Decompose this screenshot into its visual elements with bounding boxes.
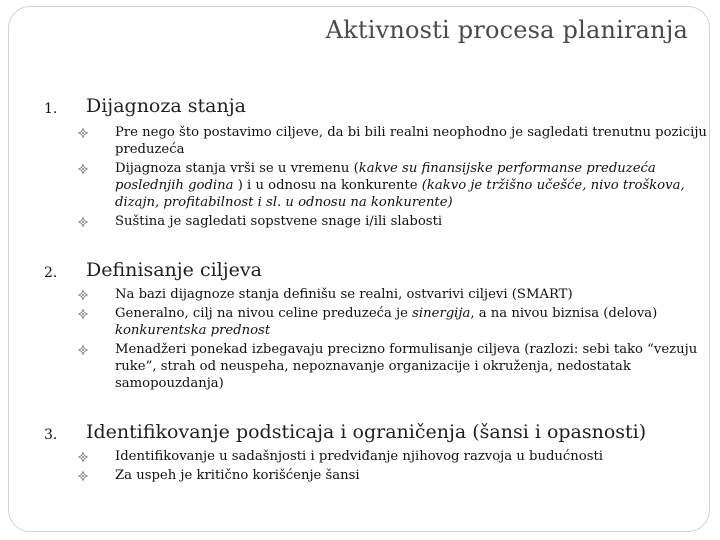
ornament-icon — [78, 290, 88, 300]
bullet-list — [78, 286, 718, 394]
ornament-icon — [78, 345, 88, 355]
ornament-icon — [78, 128, 88, 138]
bullet-text: Dijagnoza stanja vrši se u vremenu ( — [115, 161, 359, 176]
slide-title: Aktivnosti procesa planiranja — [325, 16, 688, 44]
bullet-list — [78, 448, 718, 486]
bullet-text: Suština je sagledati sopstvene snage i/ili slabosti — [115, 214, 443, 229]
ornament-icon — [78, 452, 88, 462]
bullet-item — [78, 160, 718, 211]
ornament-icon — [78, 471, 88, 481]
bullet-text: Menadžeri ponekad izbegavaju precizno formulisanje ciljeva (razlozi: sebi tako “vezuju ruke”, strah od neuspeha, nepoznavanje organizacije i okruženja, nedostatak samopouzdanja) — [115, 342, 698, 391]
bullet-item — [78, 305, 718, 339]
section-number: 1. — [44, 101, 58, 117]
section-heading: Identifikovanje podsticaja i ograničenja (šansi i opasnosti) — [86, 421, 647, 443]
bullet-item — [78, 341, 718, 392]
ornament-icon — [78, 309, 88, 319]
section-number: 2. — [44, 265, 58, 281]
bullet-text: , a na nivou biznisa (delova) — [470, 306, 658, 321]
ornament-icon — [78, 164, 88, 174]
bullet-text: Generalno, cilj na nivou celine preduzeća je — [115, 306, 413, 321]
bullet-item — [78, 213, 718, 230]
bullet-item — [78, 124, 718, 158]
bullet-text: (kakvo je tržišno učešće, nivo troškova, dizajn, profitabilnost i sl. u odnosu na konkurente) — [115, 178, 685, 210]
bullet-text: Identifikovanje u sadašnjosti i predviđanje njihovog razvoja u budućnosti — [115, 449, 603, 464]
bullet-text: Pre nego što postavimo ciljeve, da bi bili realni neophodno je sagledati trenutnu poziciju preduzeća — [115, 125, 707, 157]
bullet-text: kakve su finansijske performanse preduzeća poslednjih godina — [115, 161, 656, 193]
bullet-text: ) i u odnosu na konkurente — [233, 178, 422, 193]
bullet-text: Na bazi dijagnoze stanja definišu se realni, ostvarivi ciljevi (SMART) — [115, 287, 573, 302]
bullet-text: sinergija — [412, 306, 471, 321]
section-number: 3. — [44, 427, 58, 443]
bullet-text: konkurentska prednost — [115, 323, 271, 338]
bullet-item — [78, 467, 718, 484]
bullet-list — [78, 124, 718, 232]
ornament-icon — [78, 217, 88, 227]
bullet-item — [78, 286, 718, 303]
section-heading: Dijagnoza stanja — [86, 95, 246, 117]
section-heading: Definisanje ciljeva — [86, 259, 262, 281]
bullet-text: Za uspeh je kritično korišćenje šansi — [115, 468, 360, 483]
bullet-item — [78, 448, 718, 465]
